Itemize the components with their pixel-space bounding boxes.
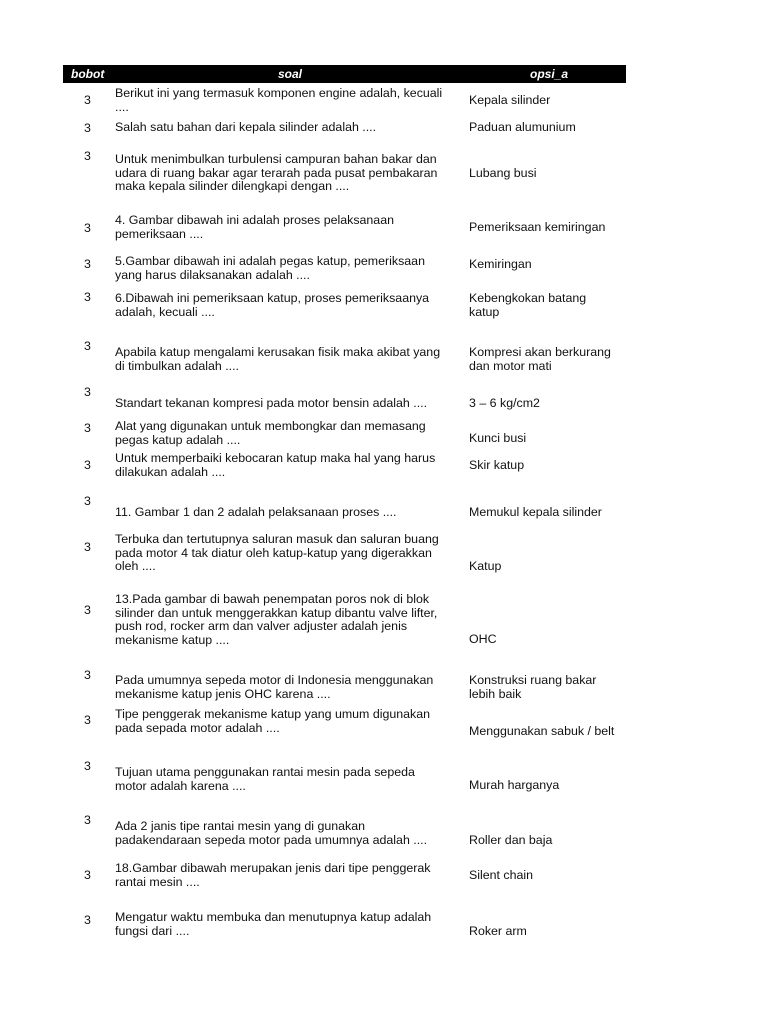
cell-bobot: 3	[84, 121, 91, 135]
cell-opsi-a: Kunci busi	[469, 431, 527, 445]
cell-opsi-a: Katup	[469, 559, 502, 573]
cell-bobot: 3	[84, 339, 91, 353]
cell-soal: Mengatur waktu membuka dan menutupnya katup adalah fungsi dari ....	[115, 910, 432, 938]
table-header	[63, 65, 626, 83]
cell-bobot: 3	[84, 759, 91, 773]
cell-soal: Standart tekanan kompresi pada motor bensin adalah ....	[115, 396, 428, 410]
cell-soal: Alat yang digunakan untuk membongkar dan memasang pegas katup adalah ....	[115, 419, 426, 447]
cell-opsi-a: 3 – 6 kg/cm2	[469, 396, 540, 410]
cell-opsi-a: Kepala silinder	[469, 93, 551, 107]
cell-soal: 13.Pada gambar di bawah penempatan poros nok di blok silinder dan untuk menggerakkan katup dibantu valve lifter, push rod, rocker arm dan valver adjuster adalah jenis mekanisme katup ....	[115, 592, 438, 647]
cell-opsi-a: Kemiringan	[469, 257, 532, 271]
cell-bobot: 3	[84, 257, 91, 271]
cell-bobot: 3	[84, 813, 91, 827]
cell-opsi-a: Konstruksi ruang bakar lebih baik	[469, 673, 597, 701]
cell-opsi-a: Pemeriksaan kemiringan	[469, 220, 606, 234]
cell-soal: 18.Gambar dibawah merupakan jenis dari tipe penggerak rantai mesin ....	[115, 861, 431, 889]
cell-bobot: 3	[84, 713, 91, 727]
cell-opsi-a: Kompresi akan berkurang dan motor mati	[469, 345, 611, 373]
cell-opsi-a: Roller dan baja	[469, 833, 553, 847]
cell-bobot: 3	[84, 540, 91, 554]
cell-bobot: 3	[84, 93, 91, 107]
column-header-bobot: bobot	[71, 67, 105, 81]
cell-opsi-a: Lubang busi	[469, 166, 537, 180]
cell-soal: Berikut ini yang termasuk komponen engine adalah, kecuali ....	[115, 86, 443, 114]
cell-opsi-a: Kebengkokan batang katup	[469, 291, 587, 319]
cell-opsi-a: OHC	[469, 632, 497, 646]
cell-bobot: 3	[84, 221, 91, 235]
cell-soal: Tujuan utama penggunakan rantai mesin pada sepeda motor adalah karena ....	[115, 765, 415, 793]
cell-soal: 6.Dibawah ini pemeriksaan katup, proses pemeriksaanya adalah, kecuali ....	[115, 291, 430, 319]
cell-soal: Ada 2 janis tipe rantai mesin yang di gunakan padakendaraan sepeda motor pada umumnya adalah ....	[115, 819, 428, 847]
cell-opsi-a: Roker arm	[469, 924, 527, 938]
cell-soal: Tipe penggerak mekanisme katup yang umum digunakan pada sepada motor adalah ....	[115, 707, 430, 735]
cell-soal: Salah satu bahan dari kepala silinder adalah ....	[115, 120, 377, 134]
cell-opsi-a: Murah harganya	[469, 778, 560, 792]
cell-opsi-a: Menggunakan sabuk / belt	[469, 724, 615, 738]
cell-bobot: 3	[84, 868, 91, 882]
column-header-opsi-a: opsi_a	[530, 67, 569, 81]
column-header-soal: soal	[278, 67, 303, 81]
cell-bobot: 3	[84, 668, 91, 682]
cell-bobot: 3	[84, 603, 91, 617]
cell-bobot: 3	[84, 458, 91, 472]
cell-opsi-a: Paduan alumunium	[469, 120, 576, 134]
cell-soal: Untuk menimbulkan turbulensi campuran bahan bakar dan udara di ruang bakar agar terarah pada pusat pembakaran maka kepala silinder dilengkapi dengan ....	[115, 152, 438, 194]
cell-soal: 4. Gambar dibawah ini adalah proses pelaksanaan pemeriksaan ....	[115, 213, 394, 241]
cell-soal: Apabila katup mengalami kerusakan fisik maka akibat yang di timbulkan adalah ....	[115, 345, 441, 373]
cell-soal: Pada umumnya sepeda motor di Indonesia menggunakan mekanisme katup jenis OHC karena ....	[115, 673, 434, 701]
cell-bobot: 3	[84, 494, 91, 508]
cell-bobot: 3	[84, 421, 91, 435]
cell-bobot: 3	[84, 149, 91, 163]
cell-soal: Terbuka dan tertutupnya saluran masuk dan saluran buang pada motor 4 tak diatur oleh katup-katup yang digerakkan oleh ....	[115, 532, 439, 574]
cell-opsi-a: Skir katup	[469, 458, 525, 472]
cell-bobot: 3	[84, 290, 91, 304]
cell-bobot: 3	[84, 913, 91, 927]
cell-opsi-a: Memukul kepala silinder	[469, 505, 602, 519]
cell-soal: 11. Gambar 1 dan 2 adalah pelaksanaan proses ....	[115, 505, 397, 519]
cell-soal: Untuk memperbaiki kebocaran katup maka hal yang harus dilakukan adalah ....	[115, 451, 436, 479]
cell-opsi-a: Silent chain	[469, 868, 534, 882]
cell-soal: 5.Gambar dibawah ini adalah pegas katup, pemeriksaan yang harus dilaksanakan adalah ....	[115, 254, 425, 282]
cell-bobot: 3	[84, 385, 91, 399]
